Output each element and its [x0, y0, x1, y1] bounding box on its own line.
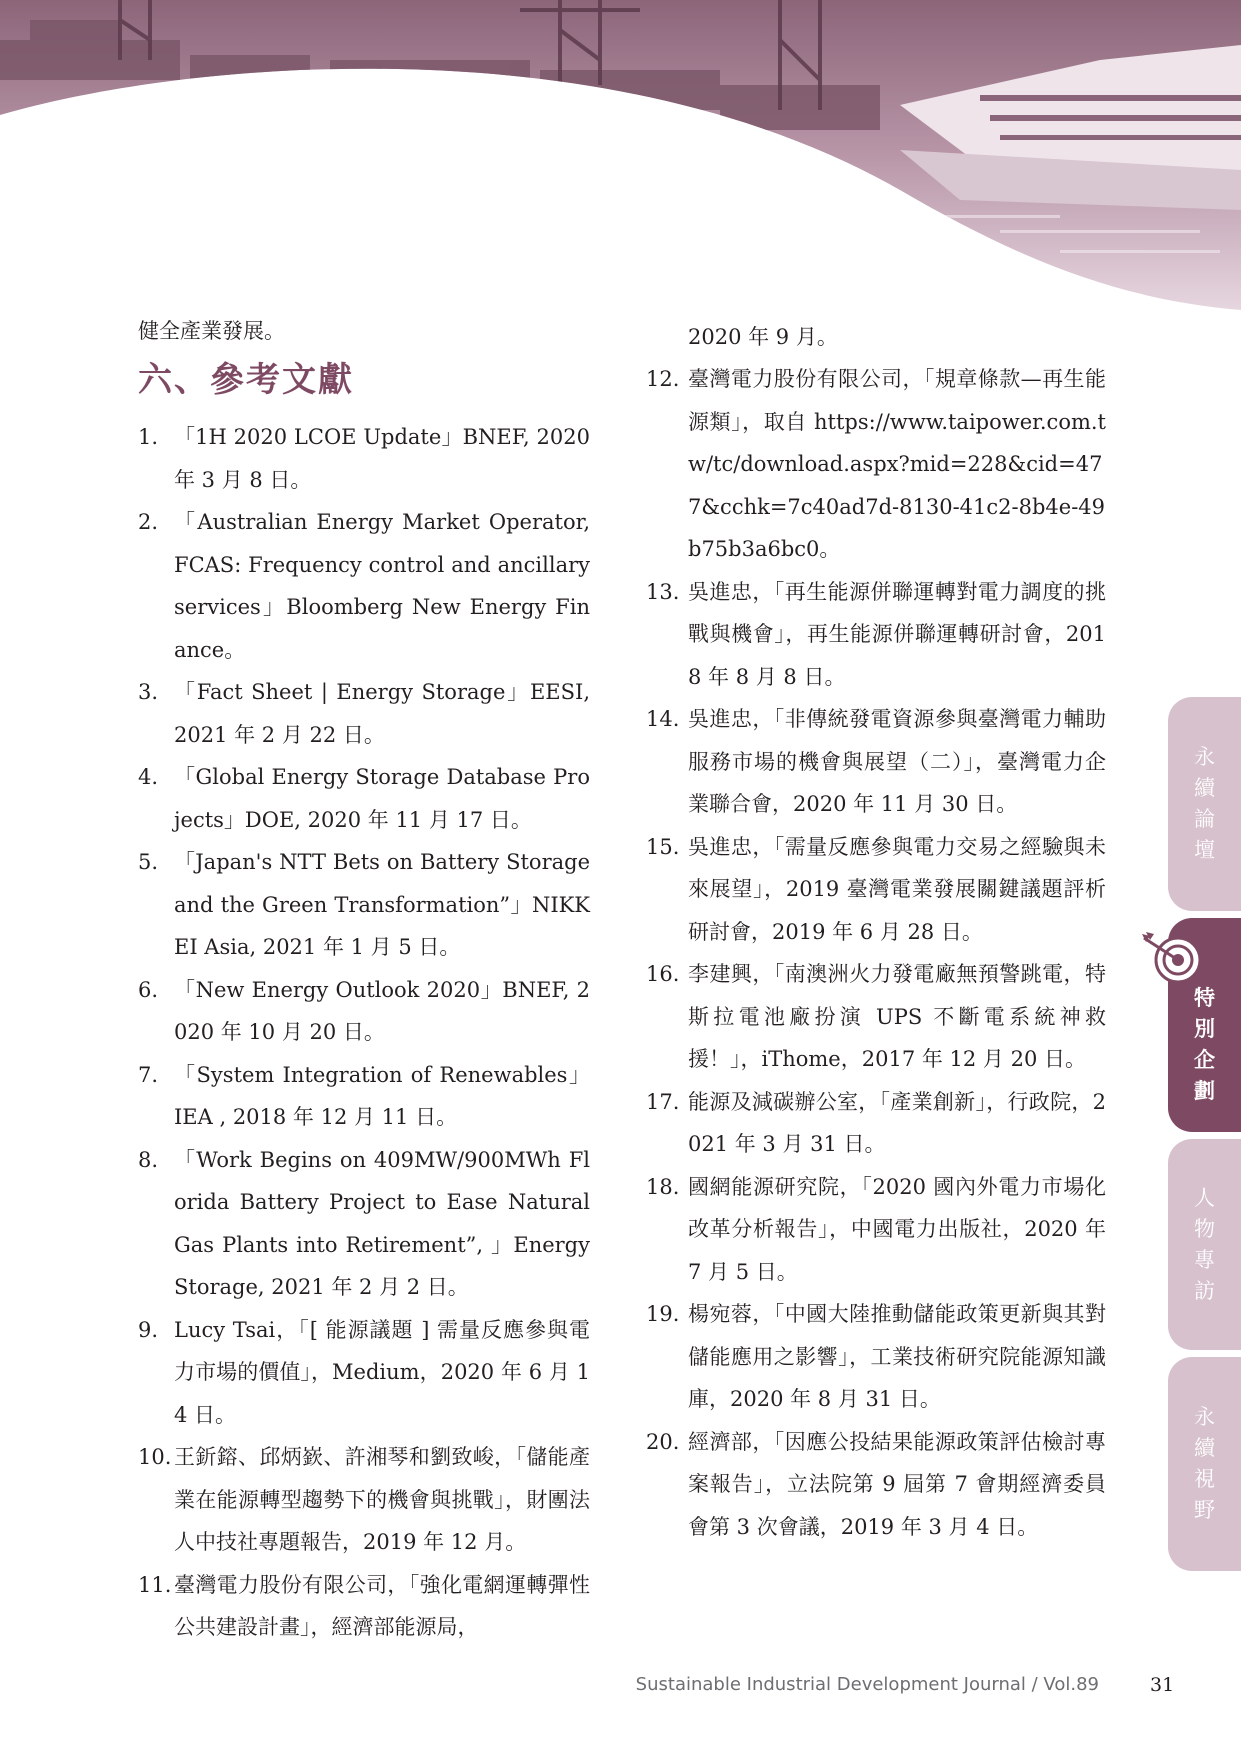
side-tab-char: 訪: [1194, 1278, 1215, 1303]
reference-number: 14.: [646, 707, 680, 731]
section-title: 六、參考文獻: [138, 360, 354, 400]
reference-continuation: 2020 年 9 月。: [688, 325, 838, 349]
reference-item: [138, 671, 590, 756]
reference-item: [138, 1139, 590, 1309]
reference-text: 吳進忠，「再生能源併聯運轉對電力調度的挑戰與機會」，再生能源併聯運轉研討會，2018 年 8 月 8 日。: [688, 579, 1106, 689]
reference-text: 「Australian Energy Market Operator, FCAS: Frequency control and ancillary services」Bloomberg New Energy Finance。: [174, 510, 590, 662]
left-column: [138, 316, 590, 1649]
side-tab-char: 壇: [1194, 838, 1215, 862]
reference-item: [138, 1436, 590, 1564]
reference-item: [138, 1564, 590, 1649]
reference-item: [646, 826, 1106, 954]
reference-text: 「New Energy Outlook 2020」BNEF, 2020 年 10 月 20 日。: [174, 977, 590, 1044]
side-tab-char: 永: [1194, 1405, 1215, 1429]
reference-list-right: [646, 358, 1106, 1548]
side-tab-char: 論: [1194, 807, 1215, 831]
journal-title: Sustainable Industrial Development Journal / Vol.89: [635, 1674, 1099, 1695]
reference-text: 臺灣電力股份有限公司，「強化電網運轉彈性公共建設計畫」，經濟部能源局，: [174, 1572, 590, 1639]
reference-number: 4.: [138, 765, 159, 789]
reference-text: 吳進忠，「需量反應參與電力交易之經驗與未來展望」，2019 臺灣電業發展關鍵議題評析研討會，2019 年 6 月 28 日。: [688, 834, 1106, 944]
reference-number: 8.: [138, 1147, 159, 1172]
side-tab-char: 別: [1194, 1017, 1215, 1041]
side-tab-char: 人: [1194, 1185, 1215, 1210]
reference-text: 王釿鎔、邱炳嶔、許湘琴和劉致峻，「儲能產業在能源轉型趨勢下的機會與挑戰」，財團法人中技社專題報告，2019 年 12 月。: [174, 1445, 590, 1554]
intro-text: 健全產業發展。: [138, 319, 285, 343]
side-tab-char: 永: [1194, 745, 1215, 769]
reference-number: 15.: [646, 834, 680, 859]
reference-item: [646, 358, 1106, 571]
side-tab-char: 特: [1194, 986, 1215, 1010]
reference-number: 9.: [138, 1317, 159, 1342]
side-tab-char: 劃: [1194, 1079, 1215, 1103]
reference-number: 20.: [646, 1429, 680, 1454]
reference-item: [138, 1054, 590, 1139]
reference-number: 2.: [138, 510, 159, 534]
reference-item: [138, 756, 590, 841]
side-tab-char: 續: [1194, 776, 1215, 800]
reference-list-left: [138, 416, 590, 1649]
reference-text: 臺灣電力股份有限公司，「規章條款—再生能源類」，取自 https://www.taipower.com.tw/tc/download.aspx?mid=228&cid=477&cchk=7c40ad7d-8130-41c2-8b4e-49b75b3a6bc0。: [688, 367, 1106, 561]
reference-text: Lucy Tsai，「[ 能源議題 ] 需量反應參與電力市場的價值」，Medium，2020 年 6 月 14 日。: [174, 1317, 590, 1427]
reference-number: 1.: [138, 425, 159, 449]
reference-text: 能源及減碳辦公室，「產業創新」，行政院，2021 年 3 月 31 日。: [688, 1089, 1106, 1156]
side-tab-char: 專: [1194, 1247, 1215, 1272]
side-tab-char: 續: [1194, 1436, 1215, 1460]
target-arrow-icon: [1140, 930, 1202, 986]
reference-item: [138, 501, 590, 671]
reference-item: [646, 1166, 1106, 1294]
reference-number: 7.: [138, 1062, 159, 1087]
reference-text: 「Japan's NTT Bets on Battery Storage and the Green Transformation”」NIKKEI Asia, 2021 年 1 月 5 日。: [174, 850, 590, 959]
reference-text: 楊宛蓉，「中國大陸推動儲能政策更新與其對儲能應用之影響」，工業技術研究院能源知識庫，2020 年 8 月 31 日。: [688, 1302, 1106, 1411]
reference-text: 「Work Begins on 409MW/900MWh Florida Battery Project to Ease Natural Gas Plants into Retirement”, 」Energy Storage, 2021 年 2 月 2 日。: [174, 1147, 590, 1299]
reference-item: [138, 1309, 590, 1437]
side-tab-char: 物: [1194, 1216, 1215, 1241]
reference-item: [646, 571, 1106, 699]
reference-number: 3.: [138, 680, 159, 704]
reference-item: [646, 1293, 1106, 1421]
side-tab-char: 企: [1194, 1048, 1215, 1072]
reference-text: 「1H 2020 LCOE Update」BNEF, 2020 年 3 月 8 日。: [174, 425, 590, 492]
reference-item: [646, 1081, 1106, 1166]
reference-number: 18.: [646, 1174, 680, 1199]
reference-item: [646, 1421, 1106, 1549]
reference-number: 19.: [646, 1302, 680, 1326]
reference-item: [646, 698, 1106, 826]
reference-number: 13.: [646, 579, 680, 604]
reference-number: 16.: [646, 962, 680, 986]
reference-item: [646, 953, 1106, 1081]
side-tab-interview[interactable]: [1168, 1139, 1241, 1350]
reference-number: 5.: [138, 850, 159, 874]
side-tab-forum[interactable]: [1168, 697, 1241, 911]
reference-number: 17.: [646, 1089, 680, 1114]
reference-text: 「Global Energy Storage Database Projects」DOE, 2020 年 11 月 17 日。: [174, 765, 590, 832]
reference-item: [138, 416, 590, 501]
page-footer: [0, 1672, 1241, 1702]
reference-number: 11.: [138, 1572, 172, 1597]
reference-item: [138, 841, 590, 969]
side-tab-vision[interactable]: [1168, 1357, 1241, 1571]
page-number: 31: [1150, 1674, 1175, 1696]
reference-number: 10.: [138, 1445, 172, 1469]
reference-text: 「System Integration of Renewables」IEA , 2018 年 12 月 11 日。: [174, 1062, 590, 1129]
side-tab-char: 野: [1194, 1498, 1215, 1522]
reference-text: 李建興，「南澳洲火力發電廠無預警跳電，特斯拉電池廠扮演 UPS 不斷電系統神救援！」，iThome，2017 年 12 月 20 日。: [688, 962, 1106, 1071]
side-tab-char: 視: [1194, 1467, 1215, 1491]
reference-number: 6.: [138, 977, 159, 1002]
reference-text: 「Fact Sheet | Energy Storage」EESI, 2021 年 2 月 22 日。: [174, 680, 590, 747]
reference-text: 經濟部，「因應公投結果能源政策評估檢討專案報告」，立法院第 9 屆第 7 會期經濟委員會第 3 次會議，2019 年 3 月 4 日。: [688, 1429, 1106, 1539]
header-harbor-image: [0, 0, 1241, 310]
right-column: [646, 316, 1106, 1548]
reference-item: [138, 969, 590, 1054]
reference-text: 吳進忠，「非傳統發電資源參與臺灣電力輔助服務市場的機會與展望（二）」，臺灣電力企業聯合會，2020 年 11 月 30 日。: [688, 707, 1106, 816]
reference-number: 12.: [646, 367, 680, 391]
reference-text: 國網能源研究院，「2020 國內外電力市場化改革分析報告」，中國電力出版社，2020 年 7 月 5 日。: [688, 1174, 1106, 1284]
